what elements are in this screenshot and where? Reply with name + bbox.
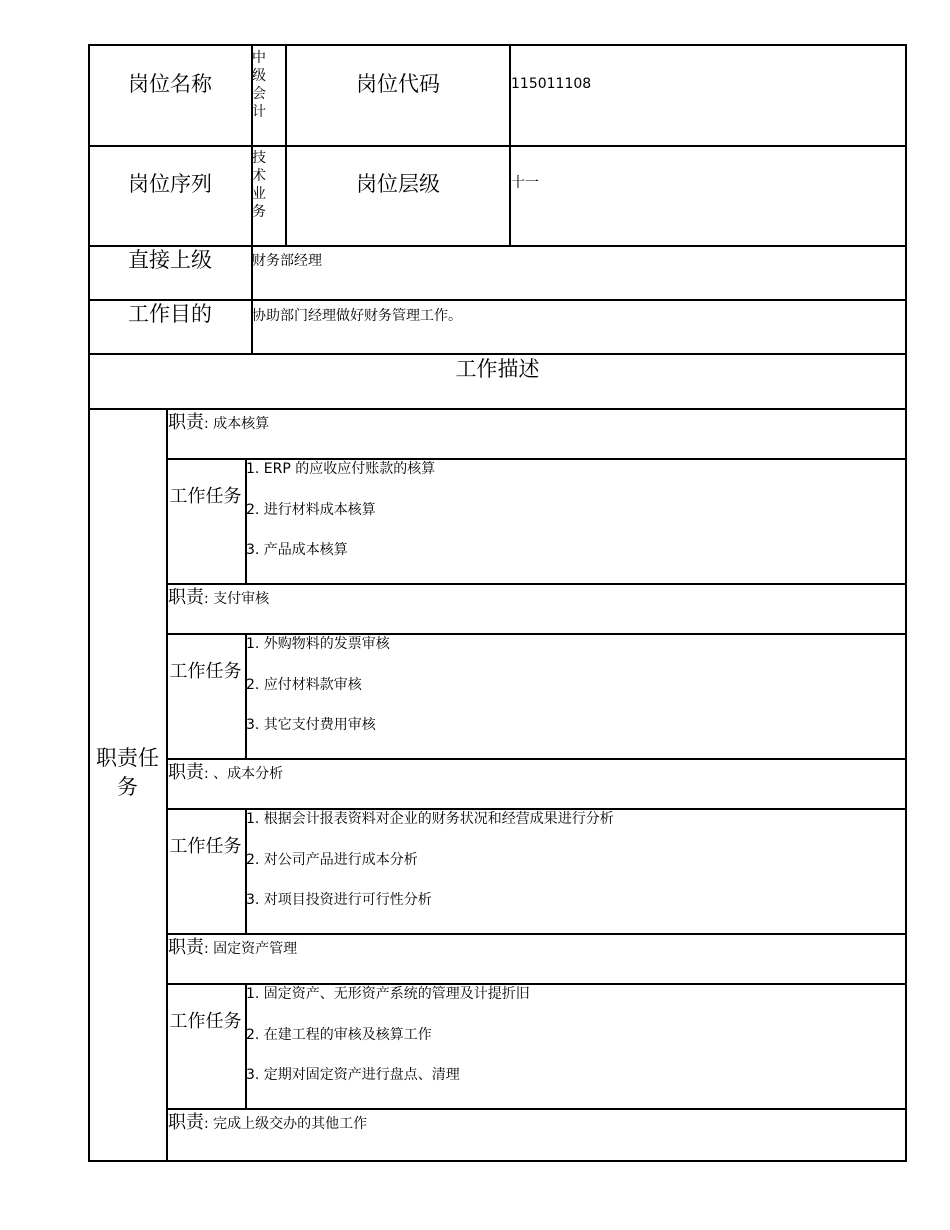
row-divider <box>166 633 907 635</box>
position-level-label: 岗位层级 <box>356 172 440 196</box>
position-name-value: 中级会计 <box>252 50 266 120</box>
position-code-value: 115011108 <box>511 76 592 92</box>
task-item: 3. 其它支付费用审核 <box>246 717 376 733</box>
row-divider <box>88 299 907 301</box>
responsibility-prefix: 职责 <box>168 937 204 958</box>
responsibility-text: : 固定资产管理 <box>204 941 298 957</box>
responsibility-prefix: 职责 <box>168 1112 204 1133</box>
task-item: 2. 在建工程的审核及核算工作 <box>246 1026 432 1043</box>
row-divider <box>166 1108 907 1110</box>
task-item: 2. 应付材料款审核 <box>246 676 362 693</box>
task-item: 1. 根据会计报表资料对企业的财务状况和经营成果进行分析 <box>246 811 614 827</box>
purpose-value: 协助部门经理做好财务管理工作。 <box>252 308 462 324</box>
task-label: 工作任务 <box>169 836 242 857</box>
task-item: 3. 定期对固定资产进行盘点、清理 <box>246 1067 460 1083</box>
job-description-table <box>88 44 907 1162</box>
row-divider <box>88 353 907 355</box>
task-item: 2. 进行材料成本核算 <box>246 501 376 518</box>
border-left <box>88 44 90 1162</box>
description-title: 工作描述 <box>455 357 540 381</box>
row-divider <box>166 933 907 935</box>
responsibility-text: : 完成上级交办的其他工作 <box>204 1116 368 1132</box>
border-right <box>905 44 907 1162</box>
position-series-value: 技术业务 <box>252 150 266 220</box>
task-item: 1. ERP 的应收应付账款的核算 <box>246 461 436 477</box>
task-label: 工作任务 <box>169 1011 242 1032</box>
responsibility-title <box>168 412 269 434</box>
task-item: 1. 外购物料的发票审核 <box>246 636 390 652</box>
row-divider <box>88 145 907 147</box>
task-item: 1. 固定资产、无形资产系统的管理及计提折旧 <box>246 986 530 1002</box>
supervisor-label: 直接上级 <box>128 248 212 272</box>
row-divider <box>166 583 907 585</box>
border-bottom <box>88 1160 907 1162</box>
col-divider <box>509 44 511 246</box>
position-level-value: 十一 <box>511 175 539 191</box>
supervisor-value: 财务部经理 <box>252 253 322 269</box>
responsibility-text: : 支付审核 <box>204 591 270 607</box>
responsibility-prefix: 职责 <box>168 587 204 608</box>
responsibilities-label: 职责任务 <box>96 746 159 799</box>
task-item: 3. 产品成本核算 <box>246 542 348 558</box>
position-code-label: 岗位代码 <box>356 72 440 96</box>
task-label: 工作任务 <box>169 486 242 507</box>
responsibility-text: : 成本核算 <box>204 416 270 432</box>
position-name-label: 岗位名称 <box>128 72 212 96</box>
row-divider <box>88 408 907 410</box>
row-divider <box>166 983 907 985</box>
task-label: 工作任务 <box>169 661 242 682</box>
purpose-label: 工作目的 <box>128 302 212 326</box>
row-divider <box>166 758 907 760</box>
responsibility-prefix: 职责 <box>168 762 204 783</box>
row-divider <box>166 808 907 810</box>
responsibility-title <box>168 587 269 609</box>
responsibility-title <box>168 937 297 959</box>
responsibility-title <box>168 1112 367 1134</box>
responsibility-title <box>168 762 283 784</box>
row-divider <box>166 458 907 460</box>
responsibility-prefix: 职责 <box>168 412 204 433</box>
responsibility-text: : 、成本分析 <box>204 766 284 782</box>
row-divider <box>88 245 907 247</box>
task-item: 3. 对项目投资进行可行性分析 <box>246 892 432 908</box>
task-item: 2. 对公司产品进行成本分析 <box>246 851 418 868</box>
border-top <box>88 44 907 46</box>
position-series-label: 岗位序列 <box>128 172 212 196</box>
